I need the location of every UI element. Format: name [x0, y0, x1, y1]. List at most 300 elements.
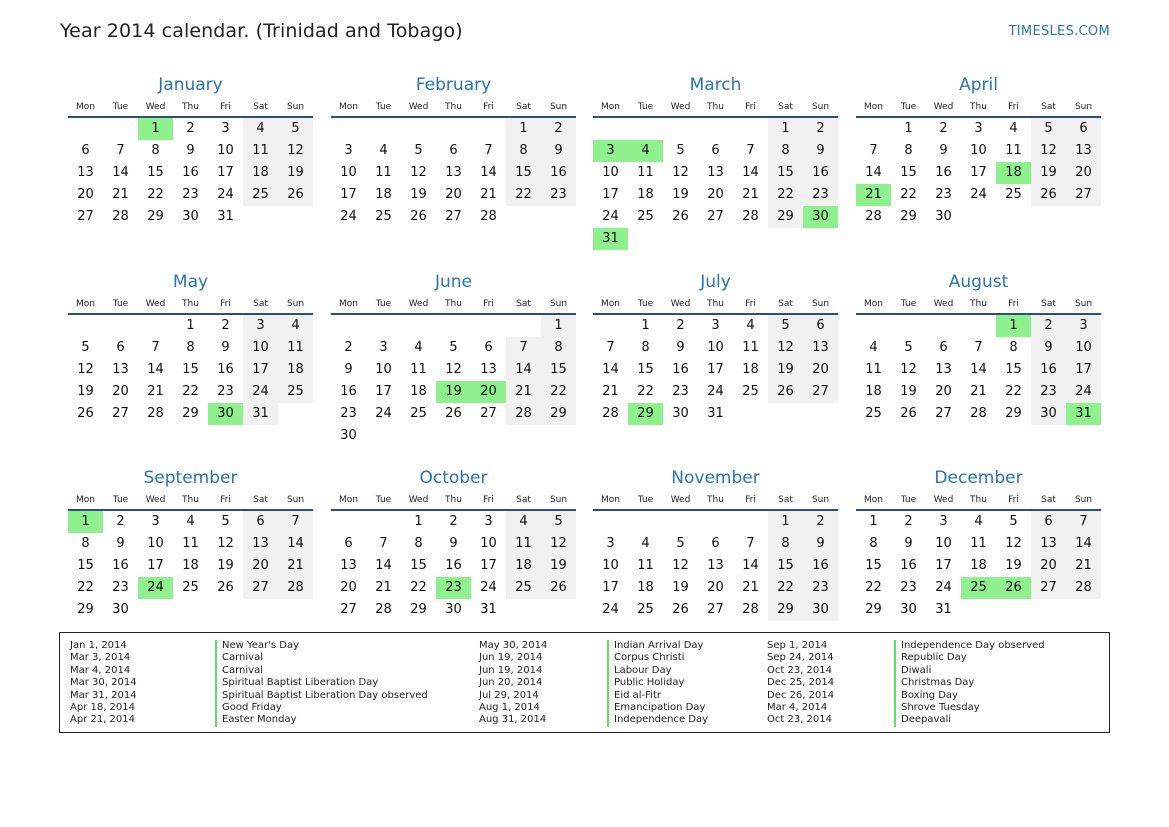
day-cell[interactable]: 31 — [217, 209, 234, 224]
day-cell[interactable]: 14 — [375, 558, 392, 573]
day-cell[interactable]: 17 — [480, 558, 497, 573]
day-cell[interactable]: 14 — [742, 558, 759, 573]
day-cell[interactable]: 24 — [1066, 381, 1101, 403]
day-cell[interactable]: 2 — [344, 340, 353, 355]
day-cell[interactable]: 22 — [900, 187, 917, 202]
day-cell[interactable]: 10 — [147, 536, 164, 551]
day-cell[interactable]: 19 — [1005, 558, 1022, 573]
day-cell[interactable]: 4 — [641, 536, 650, 551]
day-cell[interactable]: 7 — [1066, 511, 1101, 533]
day-cell[interactable]: 30 — [182, 209, 199, 224]
day-cell[interactable]: 17 — [602, 580, 619, 595]
day-cell[interactable]: 13 — [77, 165, 94, 180]
day-cell[interactable]: 31 — [707, 406, 724, 421]
day-cell[interactable]: 2 — [221, 318, 230, 333]
day-cell[interactable]: 15 — [506, 162, 541, 184]
day-cell[interactable]: 26 — [278, 184, 313, 206]
holiday-day-cell[interactable]: 31 — [1066, 403, 1101, 425]
day-cell[interactable]: 25 — [637, 209, 654, 224]
day-cell[interactable]: 16 — [541, 162, 576, 184]
day-cell[interactable]: 23 — [217, 384, 234, 399]
day-cell[interactable]: 10 — [1066, 337, 1101, 359]
day-cell[interactable]: 2 — [939, 121, 948, 136]
day-cell[interactable]: 13 — [112, 362, 129, 377]
day-cell[interactable]: 9 — [116, 536, 125, 551]
day-cell[interactable]: 15 — [182, 362, 199, 377]
day-cell[interactable]: 22 — [768, 184, 803, 206]
day-cell[interactable]: 3 — [221, 121, 230, 136]
day-cell[interactable]: 24 — [217, 187, 234, 202]
day-cell[interactable]: 17 — [217, 165, 234, 180]
day-cell[interactable]: 2 — [803, 118, 838, 140]
day-cell[interactable]: 11 — [865, 362, 882, 377]
day-cell[interactable]: 4 — [414, 340, 423, 355]
day-cell[interactable]: 3 — [606, 536, 615, 551]
day-cell[interactable]: 8 — [186, 340, 195, 355]
day-cell[interactable]: 12 — [77, 362, 94, 377]
day-cell[interactable]: 22 — [768, 577, 803, 599]
day-cell[interactable]: 27 — [1066, 184, 1101, 206]
day-cell[interactable]: 6 — [1031, 511, 1066, 533]
day-cell[interactable]: 11 — [742, 340, 759, 355]
day-cell[interactable]: 29 — [77, 602, 94, 617]
day-cell[interactable]: 8 — [81, 536, 90, 551]
day-cell[interactable]: 28 — [602, 406, 619, 421]
day-cell[interactable]: 23 — [803, 577, 838, 599]
day-cell[interactable]: 25 — [243, 184, 278, 206]
day-cell[interactable]: 27 — [935, 406, 952, 421]
day-cell[interactable]: 20 — [1066, 162, 1101, 184]
day-cell[interactable]: 21 — [480, 187, 497, 202]
day-cell[interactable]: 28 — [970, 406, 987, 421]
day-cell[interactable]: 23 — [340, 406, 357, 421]
day-cell[interactable]: 15 — [637, 362, 654, 377]
day-cell[interactable]: 30 — [803, 599, 838, 621]
day-cell[interactable]: 29 — [182, 406, 199, 421]
holiday-day-cell[interactable]: 1 — [996, 315, 1031, 337]
day-cell[interactable]: 21 — [375, 580, 392, 595]
day-cell[interactable]: 12 — [1031, 140, 1066, 162]
day-cell[interactable]: 8 — [768, 140, 803, 162]
day-cell[interactable]: 17 — [1066, 359, 1101, 381]
day-cell[interactable]: 2 — [904, 514, 913, 529]
day-cell[interactable]: 16 — [182, 165, 199, 180]
day-cell[interactable]: 8 — [151, 143, 160, 158]
day-cell[interactable]: 28 — [742, 209, 759, 224]
day-cell[interactable]: 27 — [1031, 577, 1066, 599]
day-cell[interactable]: 1 — [506, 118, 541, 140]
day-cell[interactable]: 30 — [340, 428, 357, 443]
day-cell[interactable]: 4 — [746, 318, 755, 333]
day-cell[interactable]: 14 — [865, 165, 882, 180]
day-cell[interactable]: 1 — [414, 514, 423, 529]
day-cell[interactable]: 18 — [865, 384, 882, 399]
day-cell[interactable]: 12 — [217, 536, 234, 551]
day-cell[interactable]: 23 — [672, 384, 689, 399]
day-cell[interactable]: 13 — [445, 165, 462, 180]
day-cell[interactable]: 5 — [541, 511, 576, 533]
day-cell[interactable]: 1 — [541, 315, 576, 337]
day-cell[interactable]: 3 — [151, 514, 160, 529]
day-cell[interactable]: 1 — [768, 511, 803, 533]
day-cell[interactable]: 9 — [676, 340, 685, 355]
holiday-day-cell[interactable]: 25 — [961, 577, 996, 599]
day-cell[interactable]: 26 — [1031, 184, 1066, 206]
day-cell[interactable]: 25 — [410, 406, 427, 421]
day-cell[interactable]: 26 — [672, 602, 689, 617]
day-cell[interactable]: 13 — [1066, 140, 1101, 162]
day-cell[interactable]: 20 — [243, 555, 278, 577]
day-cell[interactable]: 28 — [480, 209, 497, 224]
day-cell[interactable]: 15 — [541, 359, 576, 381]
day-cell[interactable]: 7 — [974, 340, 983, 355]
day-cell[interactable]: 14 — [112, 165, 129, 180]
day-cell[interactable]: 15 — [900, 165, 917, 180]
day-cell[interactable]: 18 — [410, 384, 427, 399]
day-cell[interactable]: 19 — [77, 384, 94, 399]
day-cell[interactable]: 14 — [147, 362, 164, 377]
day-cell[interactable]: 26 — [900, 406, 917, 421]
day-cell[interactable]: 1 — [768, 118, 803, 140]
day-cell[interactable]: 6 — [344, 536, 353, 551]
day-cell[interactable]: 26 — [410, 209, 427, 224]
holiday-day-cell[interactable]: 30 — [208, 403, 243, 425]
day-cell[interactable]: 24 — [707, 384, 724, 399]
day-cell[interactable]: 4 — [506, 511, 541, 533]
day-cell[interactable]: 23 — [900, 580, 917, 595]
day-cell[interactable]: 16 — [340, 384, 357, 399]
day-cell[interactable]: 13 — [935, 362, 952, 377]
day-cell[interactable]: 25 — [637, 602, 654, 617]
day-cell[interactable]: 7 — [278, 511, 313, 533]
day-cell[interactable]: 29 — [1005, 406, 1022, 421]
day-cell[interactable]: 19 — [672, 187, 689, 202]
day-cell[interactable]: 9 — [344, 362, 353, 377]
day-cell[interactable]: 11 — [375, 165, 392, 180]
day-cell[interactable]: 19 — [278, 162, 313, 184]
day-cell[interactable]: 7 — [869, 143, 878, 158]
day-cell[interactable]: 21 — [970, 384, 987, 399]
day-cell[interactable]: 11 — [182, 536, 199, 551]
day-cell[interactable]: 10 — [707, 340, 724, 355]
day-cell[interactable]: 27 — [243, 577, 278, 599]
day-cell[interactable]: 19 — [900, 384, 917, 399]
day-cell[interactable]: 23 — [112, 580, 129, 595]
day-cell[interactable]: 3 — [974, 121, 983, 136]
day-cell[interactable]: 7 — [151, 340, 160, 355]
day-cell[interactable]: 8 — [768, 533, 803, 555]
day-cell[interactable]: 27 — [480, 406, 497, 421]
day-cell[interactable]: 5 — [449, 340, 458, 355]
day-cell[interactable]: 13 — [707, 558, 724, 573]
day-cell[interactable]: 17 — [375, 384, 392, 399]
day-cell[interactable]: 28 — [112, 209, 129, 224]
day-cell[interactable]: 18 — [637, 580, 654, 595]
day-cell[interactable]: 9 — [449, 536, 458, 551]
day-cell[interactable]: 6 — [116, 340, 125, 355]
holiday-day-cell[interactable]: 30 — [803, 206, 838, 228]
day-cell[interactable]: 25 — [278, 381, 313, 403]
day-cell[interactable]: 23 — [541, 184, 576, 206]
day-cell[interactable]: 25 — [865, 406, 882, 421]
day-cell[interactable]: 1 — [641, 318, 650, 333]
day-cell[interactable]: 11 — [278, 337, 313, 359]
day-cell[interactable]: 3 — [379, 340, 388, 355]
day-cell[interactable]: 10 — [602, 165, 619, 180]
day-cell[interactable]: 5 — [676, 536, 685, 551]
day-cell[interactable]: 15 — [768, 555, 803, 577]
day-cell[interactable]: 9 — [939, 143, 948, 158]
day-cell[interactable]: 22 — [1005, 384, 1022, 399]
holiday-day-cell[interactable]: 21 — [856, 184, 891, 206]
day-cell[interactable]: 23 — [935, 187, 952, 202]
day-cell[interactable]: 4 — [1009, 121, 1018, 136]
day-cell[interactable]: 6 — [711, 536, 720, 551]
day-cell[interactable]: 27 — [77, 209, 94, 224]
day-cell[interactable]: 21 — [147, 384, 164, 399]
day-cell[interactable]: 2 — [116, 514, 125, 529]
day-cell[interactable]: 17 — [243, 359, 278, 381]
day-cell[interactable]: 16 — [445, 558, 462, 573]
day-cell[interactable]: 14 — [506, 359, 541, 381]
day-cell[interactable]: 25 — [742, 384, 759, 399]
day-cell[interactable]: 30 — [445, 602, 462, 617]
day-cell[interactable]: 4 — [278, 315, 313, 337]
day-cell[interactable]: 19 — [768, 359, 803, 381]
day-cell[interactable]: 5 — [768, 315, 803, 337]
day-cell[interactable]: 29 — [768, 599, 803, 621]
day-cell[interactable]: 8 — [641, 340, 650, 355]
holiday-day-cell[interactable]: 3 — [593, 140, 628, 162]
day-cell[interactable]: 22 — [410, 580, 427, 595]
day-cell[interactable]: 10 — [217, 143, 234, 158]
day-cell[interactable]: 12 — [541, 533, 576, 555]
day-cell[interactable]: 2 — [541, 118, 576, 140]
day-cell[interactable]: 11 — [637, 558, 654, 573]
day-cell[interactable]: 29 — [768, 206, 803, 228]
day-cell[interactable]: 22 — [506, 184, 541, 206]
holiday-day-cell[interactable]: 4 — [628, 140, 663, 162]
day-cell[interactable]: 17 — [602, 187, 619, 202]
day-cell[interactable]: 13 — [243, 533, 278, 555]
day-cell[interactable]: 22 — [541, 381, 576, 403]
day-cell[interactable]: 2 — [449, 514, 458, 529]
day-cell[interactable]: 10 — [480, 536, 497, 551]
day-cell[interactable]: 24 — [602, 602, 619, 617]
day-cell[interactable]: 27 — [803, 381, 838, 403]
day-cell[interactable]: 6 — [449, 143, 458, 158]
day-cell[interactable]: 2 — [1031, 315, 1066, 337]
day-cell[interactable]: 17 — [147, 558, 164, 573]
brand-link[interactable]: TIMESLES.COM — [1008, 24, 1110, 39]
day-cell[interactable]: 30 — [112, 602, 129, 617]
day-cell[interactable]: 12 — [672, 165, 689, 180]
day-cell[interactable]: 11 — [410, 362, 427, 377]
day-cell[interactable]: 14 — [742, 165, 759, 180]
day-cell[interactable]: 18 — [243, 162, 278, 184]
day-cell[interactable]: 12 — [410, 165, 427, 180]
day-cell[interactable]: 9 — [904, 536, 913, 551]
day-cell[interactable]: 20 — [707, 187, 724, 202]
day-cell[interactable]: 13 — [707, 165, 724, 180]
day-cell[interactable]: 21 — [1066, 555, 1101, 577]
day-cell[interactable]: 22 — [77, 580, 94, 595]
day-cell[interactable]: 3 — [243, 315, 278, 337]
day-cell[interactable]: 30 — [900, 602, 917, 617]
day-cell[interactable]: 5 — [414, 143, 423, 158]
day-cell[interactable]: 27 — [112, 406, 129, 421]
day-cell[interactable]: 2 — [676, 318, 685, 333]
day-cell[interactable]: 8 — [541, 337, 576, 359]
day-cell[interactable]: 19 — [217, 558, 234, 573]
day-cell[interactable]: 25 — [506, 577, 541, 599]
day-cell[interactable]: 14 — [1066, 533, 1101, 555]
day-cell[interactable]: 27 — [340, 602, 357, 617]
day-cell[interactable]: 28 — [375, 602, 392, 617]
day-cell[interactable]: 16 — [803, 162, 838, 184]
day-cell[interactable]: 31 — [243, 403, 278, 425]
day-cell[interactable]: 11 — [506, 533, 541, 555]
day-cell[interactable]: 11 — [1005, 143, 1022, 158]
day-cell[interactable]: 25 — [1005, 187, 1022, 202]
day-cell[interactable]: 19 — [541, 555, 576, 577]
holiday-day-cell[interactable]: 29 — [628, 403, 663, 425]
day-cell[interactable]: 5 — [221, 514, 230, 529]
day-cell[interactable]: 1 — [904, 121, 913, 136]
day-cell[interactable]: 8 — [414, 536, 423, 551]
day-cell[interactable]: 21 — [278, 555, 313, 577]
day-cell[interactable]: 21 — [742, 187, 759, 202]
day-cell[interactable]: 9 — [1031, 337, 1066, 359]
day-cell[interactable]: 10 — [602, 558, 619, 573]
day-cell[interactable]: 9 — [186, 143, 195, 158]
day-cell[interactable]: 26 — [445, 406, 462, 421]
day-cell[interactable]: 10 — [375, 362, 392, 377]
day-cell[interactable]: 29 — [541, 403, 576, 425]
day-cell[interactable]: 5 — [904, 340, 913, 355]
day-cell[interactable]: 7 — [746, 536, 755, 551]
day-cell[interactable]: 5 — [1009, 514, 1018, 529]
day-cell[interactable]: 3 — [344, 143, 353, 158]
day-cell[interactable]: 16 — [672, 362, 689, 377]
day-cell[interactable]: 8 — [1009, 340, 1018, 355]
day-cell[interactable]: 28 — [1066, 577, 1101, 599]
day-cell[interactable]: 1 — [869, 514, 878, 529]
day-cell[interactable]: 25 — [375, 209, 392, 224]
day-cell[interactable]: 4 — [869, 340, 878, 355]
day-cell[interactable]: 20 — [340, 580, 357, 595]
day-cell[interactable]: 29 — [865, 602, 882, 617]
day-cell[interactable]: 21 — [742, 580, 759, 595]
day-cell[interactable]: 16 — [935, 165, 952, 180]
day-cell[interactable]: 3 — [939, 514, 948, 529]
day-cell[interactable]: 15 — [1005, 362, 1022, 377]
day-cell[interactable]: 12 — [278, 140, 313, 162]
day-cell[interactable]: 20 — [803, 359, 838, 381]
day-cell[interactable]: 27 — [707, 209, 724, 224]
day-cell[interactable]: 28 — [506, 403, 541, 425]
day-cell[interactable]: 9 — [803, 533, 838, 555]
day-cell[interactable]: 4 — [379, 143, 388, 158]
day-cell[interactable]: 29 — [900, 209, 917, 224]
day-cell[interactable]: 23 — [803, 184, 838, 206]
day-cell[interactable]: 15 — [147, 165, 164, 180]
day-cell[interactable]: 14 — [602, 362, 619, 377]
holiday-day-cell[interactable]: 1 — [68, 511, 103, 533]
day-cell[interactable]: 11 — [243, 140, 278, 162]
day-cell[interactable]: 28 — [742, 602, 759, 617]
day-cell[interactable]: 24 — [340, 209, 357, 224]
day-cell[interactable]: 24 — [480, 580, 497, 595]
day-cell[interactable]: 8 — [869, 536, 878, 551]
day-cell[interactable]: 22 — [147, 187, 164, 202]
day-cell[interactable]: 24 — [970, 187, 987, 202]
holiday-day-cell[interactable]: 23 — [436, 577, 471, 599]
day-cell[interactable]: 20 — [112, 384, 129, 399]
day-cell[interactable]: 20 — [707, 580, 724, 595]
day-cell[interactable]: 30 — [1031, 403, 1066, 425]
day-cell[interactable]: 6 — [711, 143, 720, 158]
day-cell[interactable]: 23 — [1031, 381, 1066, 403]
day-cell[interactable]: 30 — [672, 406, 689, 421]
day-cell[interactable]: 10 — [970, 143, 987, 158]
day-cell[interactable]: 15 — [768, 162, 803, 184]
day-cell[interactable]: 22 — [182, 384, 199, 399]
day-cell[interactable]: 16 — [900, 558, 917, 573]
day-cell[interactable]: 29 — [410, 602, 427, 617]
day-cell[interactable]: 16 — [112, 558, 129, 573]
day-cell[interactable]: 2 — [186, 121, 195, 136]
day-cell[interactable]: 28 — [147, 406, 164, 421]
day-cell[interactable]: 14 — [278, 533, 313, 555]
holiday-day-cell[interactable]: 24 — [138, 577, 173, 599]
day-cell[interactable]: 24 — [602, 209, 619, 224]
day-cell[interactable]: 26 — [672, 209, 689, 224]
day-cell[interactable]: 17 — [340, 187, 357, 202]
day-cell[interactable]: 26 — [217, 580, 234, 595]
day-cell[interactable]: 13 — [803, 337, 838, 359]
day-cell[interactable]: 18 — [742, 362, 759, 377]
day-cell[interactable]: 4 — [974, 514, 983, 529]
day-cell[interactable]: 24 — [375, 406, 392, 421]
day-cell[interactable]: 26 — [768, 381, 803, 403]
day-cell[interactable]: 19 — [1031, 162, 1066, 184]
day-cell[interactable]: 18 — [278, 359, 313, 381]
day-cell[interactable]: 7 — [746, 143, 755, 158]
day-cell[interactable]: 19 — [410, 187, 427, 202]
day-cell[interactable]: 18 — [506, 555, 541, 577]
day-cell[interactable]: 15 — [410, 558, 427, 573]
day-cell[interactable]: 7 — [606, 340, 615, 355]
holiday-day-cell[interactable]: 19 — [436, 381, 471, 403]
day-cell[interactable]: 12 — [900, 362, 917, 377]
day-cell[interactable]: 17 — [970, 165, 987, 180]
day-cell[interactable]: 24 — [935, 580, 952, 595]
day-cell[interactable]: 18 — [182, 558, 199, 573]
day-cell[interactable]: 18 — [970, 558, 987, 573]
holiday-day-cell[interactable]: 26 — [996, 577, 1031, 599]
day-cell[interactable]: 12 — [672, 558, 689, 573]
day-cell[interactable]: 26 — [77, 406, 94, 421]
day-cell[interactable]: 6 — [939, 340, 948, 355]
day-cell[interactable]: 18 — [375, 187, 392, 202]
day-cell[interactable]: 30 — [935, 209, 952, 224]
day-cell[interactable]: 21 — [602, 384, 619, 399]
day-cell[interactable]: 24 — [243, 381, 278, 403]
holiday-day-cell[interactable]: 18 — [996, 162, 1031, 184]
day-cell[interactable]: 11 — [970, 536, 987, 551]
day-cell[interactable]: 9 — [541, 140, 576, 162]
